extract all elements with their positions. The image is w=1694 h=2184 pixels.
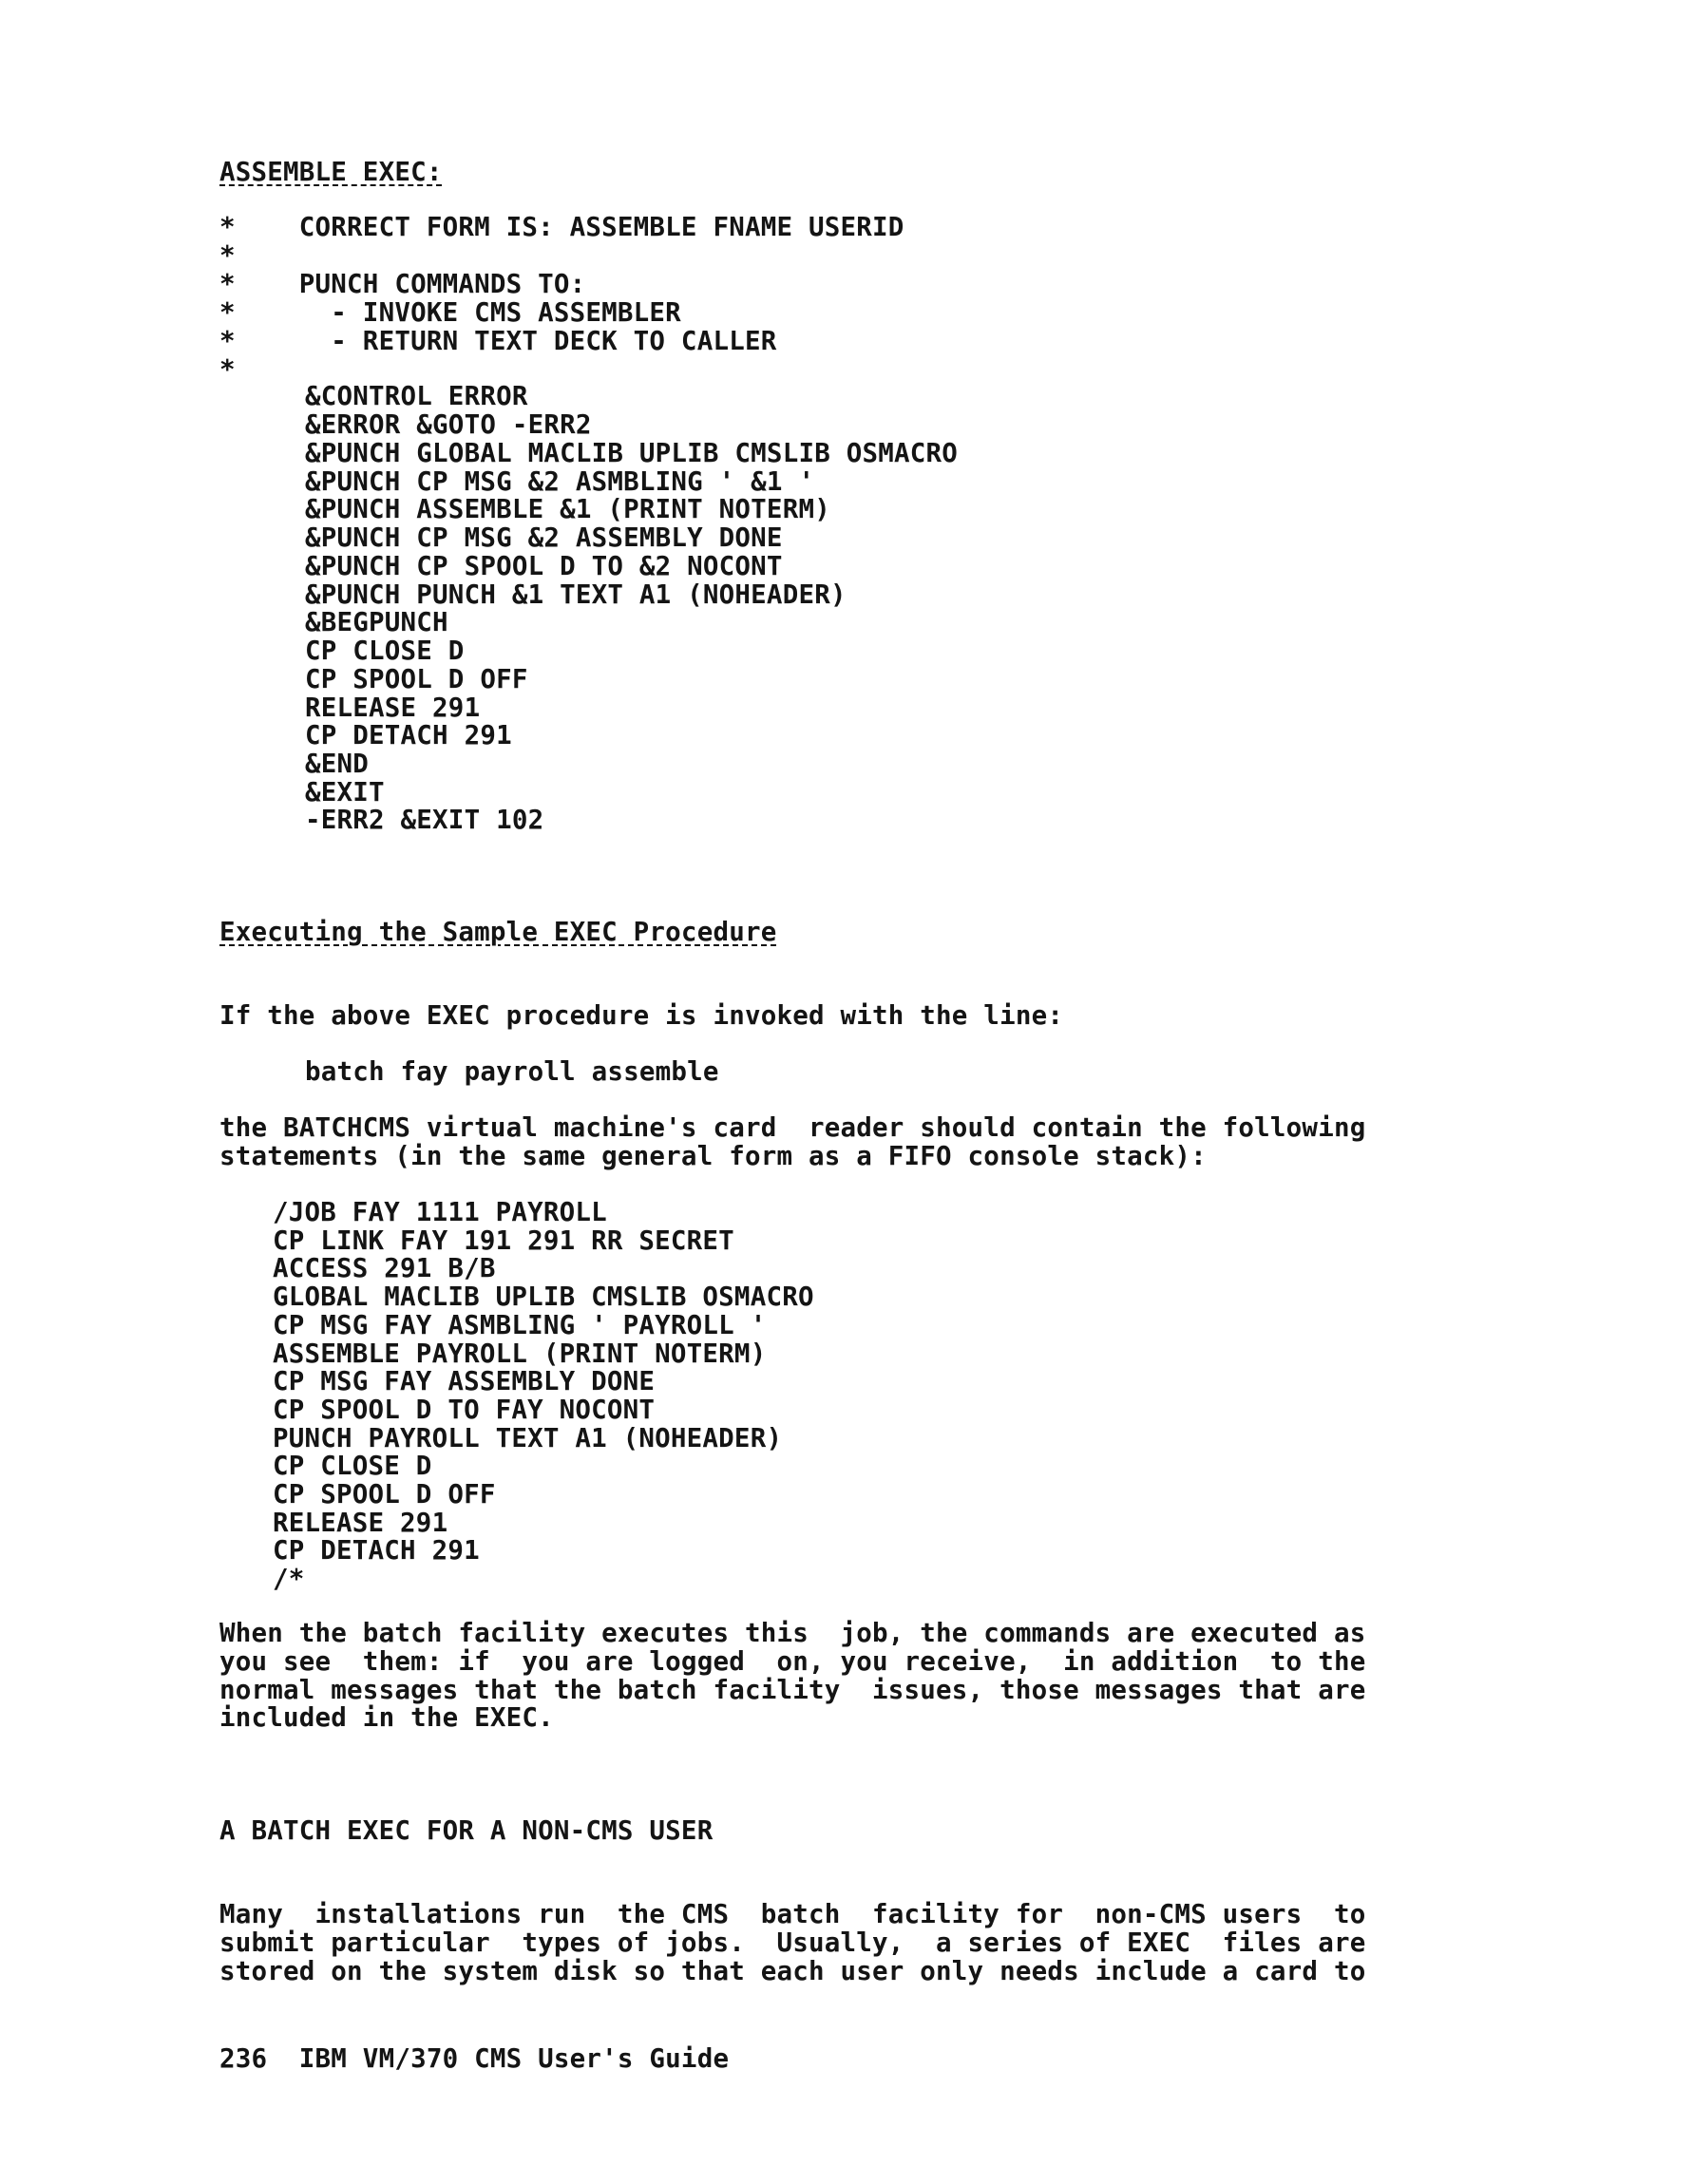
- paragraph-line: included in the EXEC.: [219, 1702, 554, 1733]
- section-heading: A BATCH EXEC FOR A NON-CMS USER: [219, 1815, 714, 1846]
- comment-line: * CORRECT FORM IS: ASSEMBLE FNAME USERID: [219, 212, 904, 242]
- job-line: CP DETACH 291: [273, 1535, 480, 1566]
- code-line: &CONTROL ERROR: [305, 381, 528, 411]
- job-line: CP MSG FAY ASMBLING ' PAYROLL ': [273, 1310, 767, 1340]
- code-line: &END: [305, 749, 370, 779]
- job-line: CP CLOSE D: [273, 1451, 432, 1481]
- code-line: &PUNCH GLOBAL MACLIB UPLIB CMSLIB OSMACRO: [305, 438, 959, 468]
- section-title: ASSEMBLE EXEC:: [219, 157, 443, 187]
- comment-line: *: [219, 354, 236, 385]
- job-line: /*: [273, 1564, 305, 1594]
- code-line: CP CLOSE D: [305, 636, 465, 666]
- code-line: &BEGPUNCH: [305, 607, 448, 637]
- code-line: &PUNCH CP MSG &2 ASSEMBLY DONE: [305, 522, 783, 553]
- paragraph-line: you see them: if you are logged on, you receive, in addition to the: [219, 1646, 1366, 1677]
- job-line: GLOBAL MACLIB UPLIB CMSLIB OSMACRO: [273, 1282, 814, 1312]
- intro-paragraph: If the above EXEC procedure is invoked with the line:: [219, 1000, 1064, 1031]
- code-line: &PUNCH CP MSG &2 ASMBLING ' &1 ': [305, 466, 815, 497]
- paragraph-line: stored on the system disk so that each user only needs include a card to: [219, 1956, 1366, 1986]
- paragraph-line: statements (in the same general form as a FIFO console stack):: [219, 1141, 1207, 1171]
- paragraph-line: normal messages that the batch facility issues, those messages that are: [219, 1675, 1366, 1705]
- job-line: CP LINK FAY 191 291 RR SECRET: [273, 1225, 734, 1256]
- code-line: &PUNCH PUNCH &1 TEXT A1 (NOHEADER): [305, 579, 847, 610]
- job-line: /JOB FAY 1111 PAYROLL: [273, 1197, 607, 1227]
- invoke-command: batch fay payroll assemble: [305, 1056, 719, 1087]
- job-line: ASSEMBLE PAYROLL (PRINT NOTERM): [273, 1339, 767, 1369]
- code-line: &PUNCH ASSEMBLE &1 (PRINT NOTERM): [305, 494, 830, 524]
- job-line: RELEASE 291: [273, 1508, 448, 1538]
- paragraph-line: submit particular types of jobs. Usually, a series of EXEC files are: [219, 1928, 1366, 1958]
- code-line: CP SPOOL D OFF: [305, 664, 528, 694]
- job-line: PUNCH PAYROLL TEXT A1 (NOHEADER): [273, 1423, 783, 1453]
- code-line: -ERR2 &EXIT 102: [305, 805, 544, 835]
- job-line: CP MSG FAY ASSEMBLY DONE: [273, 1366, 656, 1396]
- paragraph-line: the BATCHCMS virtual machine's card reader should contain the following: [219, 1112, 1366, 1143]
- comment-line: *: [219, 240, 236, 271]
- code-line: &EXIT: [305, 777, 385, 807]
- code-line: &PUNCH CP SPOOL D TO &2 NOCONT: [305, 551, 783, 581]
- job-line: CP SPOOL D OFF: [273, 1479, 496, 1510]
- code-line: CP DETACH 291: [305, 720, 512, 750]
- job-line: CP SPOOL D TO FAY NOCONT: [273, 1395, 656, 1425]
- code-line: RELEASE 291: [305, 693, 481, 723]
- comment-line: * - INVOKE CMS ASSEMBLER: [219, 297, 681, 328]
- comment-line: * - RETURN TEXT DECK TO CALLER: [219, 326, 777, 356]
- paragraph-line: Many installations run the CMS batch facility for non-CMS users to: [219, 1899, 1366, 1929]
- comment-line: * PUNCH COMMANDS TO:: [219, 269, 586, 299]
- code-line: &ERROR &GOTO -ERR2: [305, 409, 592, 440]
- subheading: Executing the Sample EXEC Procedure: [219, 917, 777, 947]
- job-line: ACCESS 291 B/B: [273, 1253, 496, 1283]
- page-footer: 236 IBM VM/370 CMS User's Guide: [219, 2043, 730, 2074]
- paragraph-line: When the batch facility executes this job, the commands are executed as: [219, 1618, 1366, 1648]
